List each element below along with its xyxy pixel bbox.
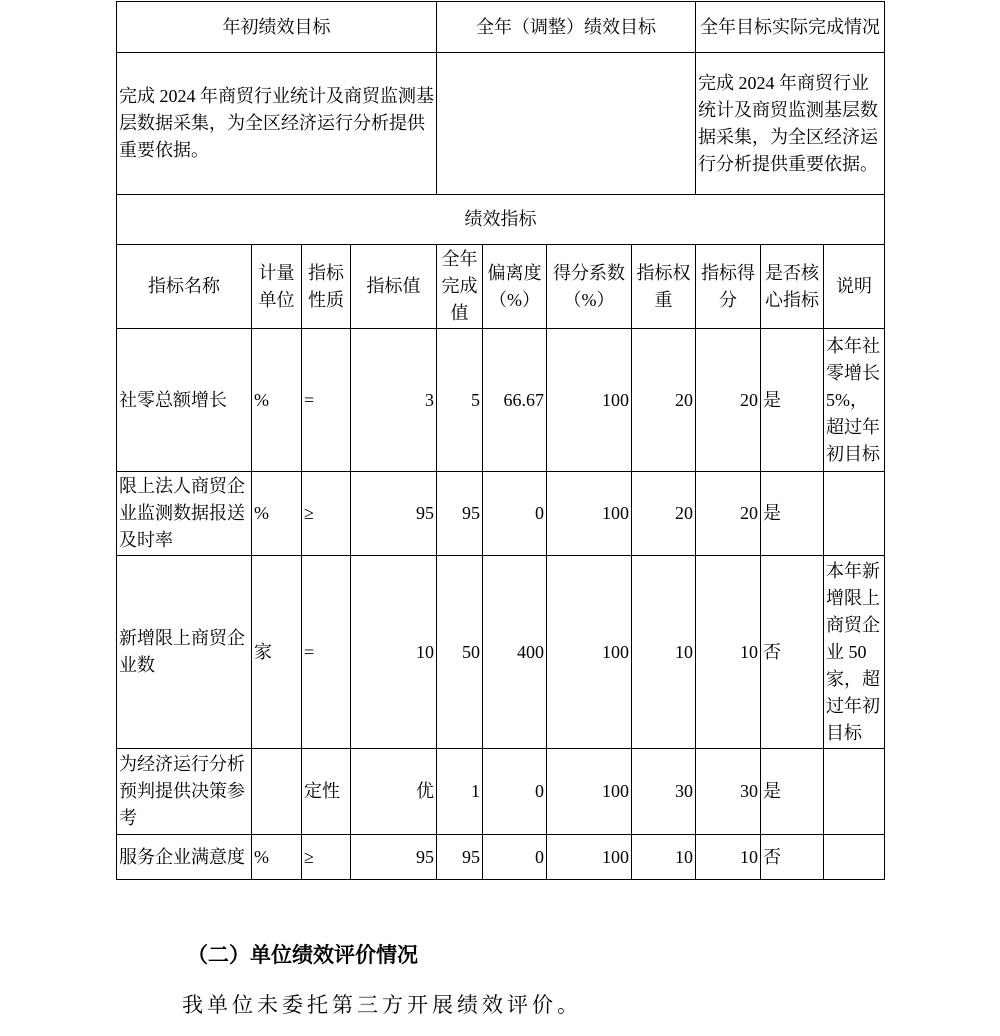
indicator-name-cell: 服务企业满意度	[117, 835, 252, 880]
target-value-cell: 3	[351, 329, 437, 472]
section-heading: （二）单位绩效评价情况	[187, 943, 418, 967]
indicator-row	[117, 749, 885, 835]
col-header-score: 指标得分	[696, 245, 761, 329]
is-core-cell: 是	[761, 329, 824, 472]
note-cell	[824, 472, 885, 556]
note-cell	[824, 835, 885, 880]
completed-value-cell: 50	[437, 556, 483, 749]
score-cell: 30	[696, 749, 761, 835]
indicator-name-cell: 限上法人商贸企业监测数据报送及时率	[117, 472, 252, 556]
completed-value-cell: 95	[437, 472, 483, 556]
completed-value-cell: 95	[437, 835, 483, 880]
col-header-unit: 计量单位	[252, 245, 302, 329]
score-coefficient-cell: 100	[547, 835, 632, 880]
target-value-cell: 10	[351, 556, 437, 749]
completed-value-cell: 5	[437, 329, 483, 472]
score-cell: 20	[696, 472, 761, 556]
indicator-name-cell: 为经济运行分析预判提供决策参考	[117, 749, 252, 835]
section-body-text: 我单位未委托第三方开展绩效评价。	[182, 993, 582, 1017]
is-core-cell: 否	[761, 556, 824, 749]
is-core-cell: 是	[761, 472, 824, 556]
indicator-row	[117, 472, 885, 556]
score-cell: 20	[696, 329, 761, 472]
col-header-weight: 指标权重	[632, 245, 696, 329]
nature-cell: ≥	[302, 835, 351, 880]
goal-header-initial: 年初绩效目标	[117, 2, 437, 53]
section-title-row	[117, 195, 885, 245]
weight-cell: 20	[632, 329, 696, 472]
note-cell: 本年社零增长 5%，超过年初目标	[824, 329, 885, 472]
nature-cell: ≥	[302, 472, 351, 556]
col-header-deviation: 偏离度（%）	[483, 245, 547, 329]
indicator-name-cell: 新增限上商贸企业数	[117, 556, 252, 749]
col-header-nature: 指标性质	[302, 245, 351, 329]
weight-cell: 30	[632, 749, 696, 835]
unit-cell	[252, 749, 302, 835]
deviation-cell: 66.67	[483, 329, 547, 472]
indicator-row	[117, 329, 885, 472]
goal-content-initial: 完成 2024 年商贸行业统计及商贸监测基层数据采集，为全区经济运行分析提供重要依据。	[117, 53, 437, 195]
is-core-cell: 是	[761, 749, 824, 835]
deviation-cell: 400	[483, 556, 547, 749]
col-header-target-value: 指标值	[351, 245, 437, 329]
deviation-cell: 0	[483, 749, 547, 835]
goal-content-actual: 完成 2024 年商贸行业统计及商贸监测基层数据采集，为全区经济运行分析提供重要依据。	[696, 53, 885, 195]
col-header-name: 指标名称	[117, 245, 252, 329]
unit-cell: %	[252, 835, 302, 880]
indicator-row	[117, 556, 885, 749]
target-value-cell: 95	[351, 472, 437, 556]
score-cell: 10	[696, 835, 761, 880]
deviation-cell: 0	[483, 835, 547, 880]
unit-cell: %	[252, 329, 302, 472]
performance-table	[116, 1, 885, 880]
indicator-name-cell: 社零总额增长	[117, 329, 252, 472]
weight-cell: 20	[632, 472, 696, 556]
col-header-score-coefficient: 得分系数（%）	[547, 245, 632, 329]
note-cell	[824, 749, 885, 835]
goal-content-row	[117, 53, 885, 195]
score-coefficient-cell: 100	[547, 556, 632, 749]
col-header-is-core: 是否核心指标	[761, 245, 824, 329]
nature-cell: =	[302, 556, 351, 749]
col-header-completed-value: 全年完成值	[437, 245, 483, 329]
score-coefficient-cell: 100	[547, 749, 632, 835]
goal-content-adjusted	[437, 53, 696, 195]
goal-header-adjusted: 全年（调整）绩效目标	[437, 2, 696, 53]
score-coefficient-cell: 100	[547, 472, 632, 556]
is-core-cell: 否	[761, 835, 824, 880]
indicator-row	[117, 835, 885, 880]
completed-value-cell: 1	[437, 749, 483, 835]
note-cell: 本年新增限上商贸企业 50 家，超过年初目标	[824, 556, 885, 749]
deviation-cell: 0	[483, 472, 547, 556]
column-header-row	[117, 245, 885, 329]
unit-cell: %	[252, 472, 302, 556]
nature-cell: =	[302, 329, 351, 472]
weight-cell: 10	[632, 835, 696, 880]
unit-cell: 家	[252, 556, 302, 749]
score-coefficient-cell: 100	[547, 329, 632, 472]
footer-section	[0, 940, 1000, 1020]
target-value-cell: 95	[351, 835, 437, 880]
goal-header-actual: 全年目标实际完成情况	[696, 2, 885, 53]
col-header-note: 说明	[824, 245, 885, 329]
nature-cell: 定性	[302, 749, 351, 835]
weight-cell: 10	[632, 556, 696, 749]
target-value-cell: 优	[351, 749, 437, 835]
section-title: 绩效指标	[117, 195, 885, 245]
score-cell: 10	[696, 556, 761, 749]
goal-header-row	[117, 2, 885, 53]
